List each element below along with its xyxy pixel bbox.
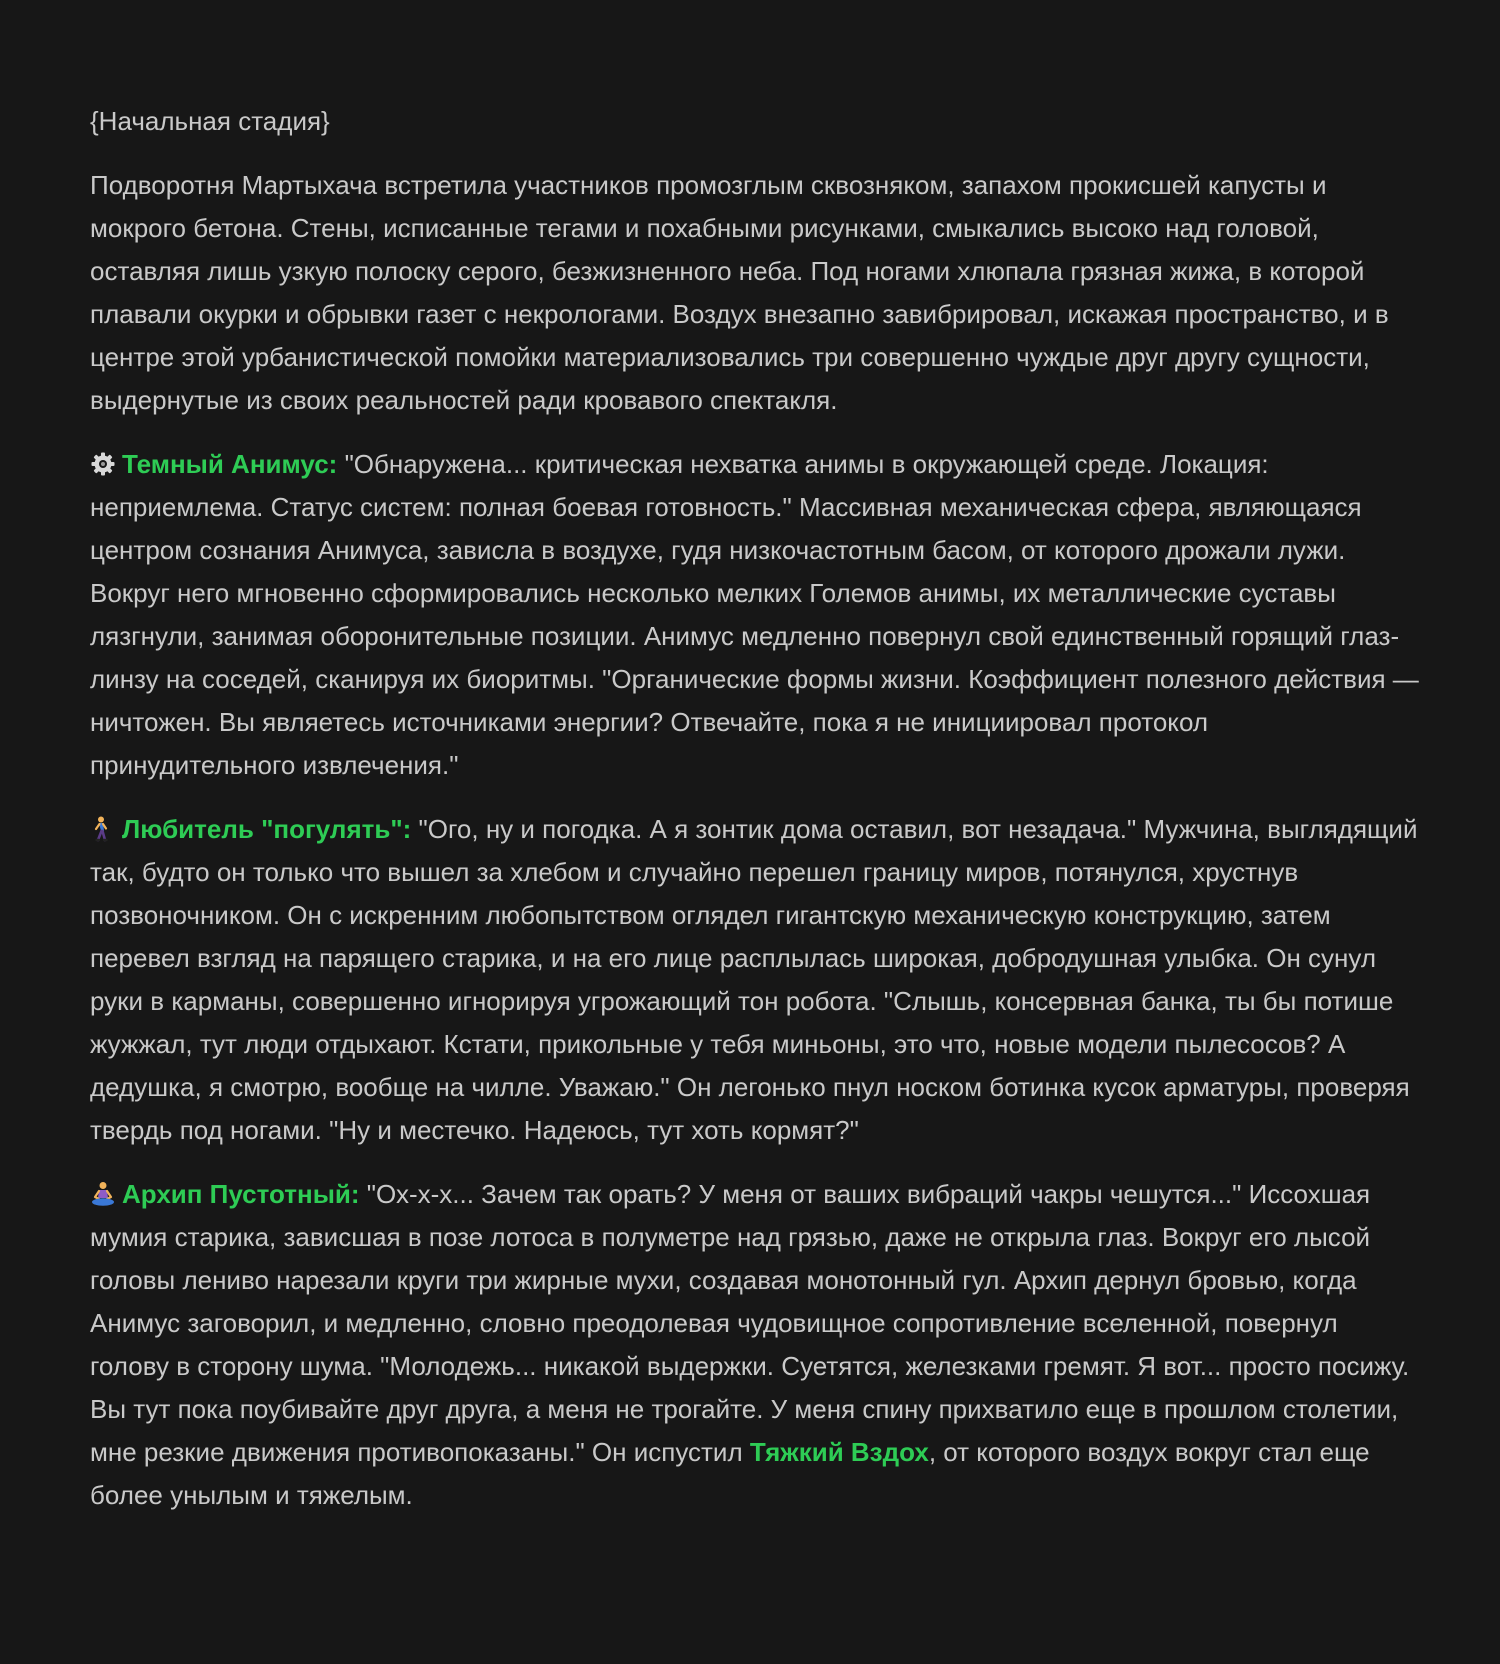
document-body (90, 100, 1420, 1538)
skill-highlight: Тяжкий Вздох (749, 1437, 929, 1467)
walking-person-icon (90, 816, 116, 842)
speaker-arkhip: Архип Пустотный: (122, 1179, 360, 1209)
entry-walker (90, 808, 1420, 1152)
entry-arkhip (90, 1173, 1420, 1517)
entry-arkhip-text-before: "Ох-х-х... Зачем так орать? У меня от ваших вибраций чакры чешутся..." Иссохшая мумия старика, зависшая в позе лотоса в полуметре над грязью, даже не открыла глаз. Вокруг его лысой головы лениво нарезали круги три жирные мухи, создавая монотонный гул. Архип дернул бровью, когда Анимус заговорил, и медленно, словно преодолевая чудовищное сопротивление вселенной, повернул голову в сторону шума. "Молодежь... никакой выдержки. Суетятся, железками гремят. Я вот... просто посижу. Вы тут пока поубивайте друг друга, а меня не трогайте. У меня спину прихватило еще в прошлом столетии, мне резкие движения противопоказаны." Он испустил (90, 1179, 1410, 1467)
speaker-animus: Темный Анимус: (122, 449, 338, 479)
entry-arkhip-text-after: , от которого воздух вокруг стал еще более унылым и тяжелым. (90, 1437, 1370, 1510)
speaker-walker: Любитель "погулять": (122, 814, 412, 844)
entry-walker-text: "Ого, ну и погодка. А я зонтик дома оставил, вот незадача." Мужчина, выглядящий так, будто он только что вышел за хлебом и случайно перешел границу миров, потянулся, хрустнув позвоночником. Он с искренним любопытством оглядел гигантскую механическую конструкцию, затем перевел взгляд на парящего старика, и на его лице расплылась широкая, добродушная улыбка. Он сунул руки в карманы, совершенно игнорируя угрожающий тон робота. "Слышь, консервная банка, ты бы потише жужжал, тут люди отдыхают. Кстати, прикольные у тебя миньоны, это что, новые модели пылесосов? А дедушка, я смотрю, вообще на чилле. Уважаю." Он легонько пнул носком ботинка кусок арматуры, проверяя твердь под ногами. "Ну и местечко. Надеюсь, тут хоть кормят?" (90, 814, 1418, 1145)
meditating-person-icon (90, 1181, 116, 1207)
entry-animus-text: "Обнаружена... критическая нехватка анимы в окружающей среде. Локация: неприемлема. Статус систем: полная боевая готовность." Массивная механическая сфера, являющаяся центром сознания Анимуса, зависла в воздухе, гудя низкочастотным басом, от которого дрожали лужи. Вокруг него мгновенно сформировались несколько мелких Големов анимы, их металлические суставы лязгнули, занимая оборонительные позиции. Анимус медленно повернул свой единственный горящий глаз-линзу на соседей, сканируя их биоритмы. "Органические формы жизни. Коэффициент полезного действия — ничтожен. Вы являетесь источниками энергии? Отвечайте, пока я не инициировал протокол принудительного извлечения." (90, 449, 1419, 780)
intro-paragraph: Подворотня Мартыхача встретила участников промозглым сквозняком, запахом прокисшей капусты и мокрого бетона. Стены, исписанные тегами и похабными рисунками, смыкались высоко над головой, оставляя лишь узкую полоску серого, безжизненного неба. Под ногами хлюпала грязная жижа, в которой плавали окурки и обрывки газет с некрологами. Воздух внезапно завибрировал, искажая пространство, и в центре этой урбанистической помойки материализовались три совершенно чуждые друг другу сущности, выдернутые из своих реальностей ради кровавого спектакля. (90, 170, 1389, 415)
stage-label: {Начальная стадия} (90, 106, 330, 136)
entry-animus (90, 443, 1420, 787)
gear-icon (90, 451, 116, 477)
